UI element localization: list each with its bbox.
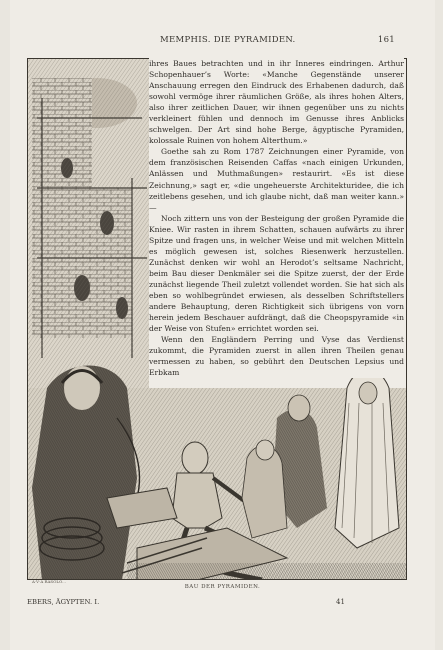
page-footer xyxy=(10,598,435,610)
paragraph-1: ihres Baues betrachten und in ihr Inneres eindringen. Arthur Schopenhauer’s Worte: «Manche Gegenstände unserer Anschauung erregen den Eindruck des Erhabenen dadurch, daß sowohl vermöge ihrer räumlichen Größe, als ihres hohen Alters, also ihrer zeitlichen Dauer, wir ihnen gegenüber uns zu nichts verkleinert fühlen und dennoch im Genusse ihres Anblicks schwelgen. Der Art sind hohe Berge, ägyptische Pyramiden, kolossale Ruinen von hohem Alterthum.» xyxy=(149,59,404,146)
paragraph-4: Wenn den Engländern Perring und Vyse das Verdienst zukommt, die Pyramiden zuerst in allen ihren Theilen genau vermessen zu haben, so gebührt den Deutschen Lepsius und Erbkam xyxy=(149,335,404,378)
running-header xyxy=(10,35,435,49)
paragraph-3: Noch zittern uns von der Besteigung der großen Pyramide die Kniee. Wir rasten in ihrem Schatten, schauen aufwärts zu ihrer Spitze und fragen uns, in welcher Weise und mit welchen Mitteln es möglich gewesen ist, solches Riesenwerk herzustellen. Zunächst denken wir wohl an Herodot’s seltsame Nachricht, beim Bau dieser Denkmäler sei die Spitze zuerst, der der Erde zunächst liegende Theil zuletzt vollendet worden. Sie hat sich als eben so wohlbegründet erwiesen, als desselben Schriftstellers andere Behauptung, deren Richtigkeit sich übrigens von vorn herein jedem Beschauer aufdrängt, daß die Cheopspyramide «in der Weise von Stufen» errichtet worden sei. xyxy=(149,213,404,334)
body-text xyxy=(149,58,404,378)
footer-signature-mark: EBERS, ÄGYPTEN. I. xyxy=(27,598,100,606)
paragraph-2: Goethe sah zu Rom 1787 Zeichnungen einer Pyramide, von dem französischen Reisenden Caffas «nach einigen Urkunden, Anlässen und Muthmaßungen» restaurirt. «Es ist diese Zeichnung,» sagt er, «die ungeheuerste Architekturidee, die ich zeitlebens gesehen, und ich glaube nicht, daß man weiter kann.» — xyxy=(149,147,404,212)
book-page xyxy=(10,0,435,650)
illustration-caption: BAU DER PYRAMIDEN. xyxy=(184,584,261,590)
footer-sheet-number: 41 xyxy=(336,598,345,606)
page-number: 161 xyxy=(377,35,395,45)
running-title: MEMPHIS. DIE PYRAMIDEN. xyxy=(160,35,296,45)
engraver-signature: A·V·A RASOLO... xyxy=(32,579,66,584)
